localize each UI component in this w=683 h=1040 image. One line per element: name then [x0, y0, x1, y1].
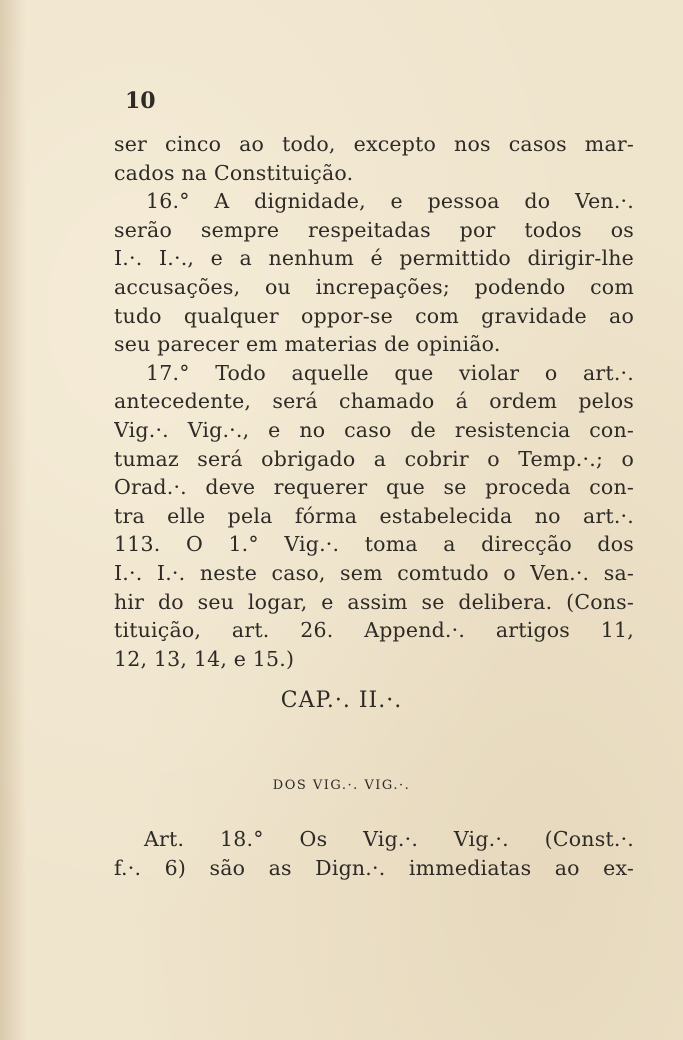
text-line: Art. 18.° Os Vig.·. Vig.·. (Const.·.	[144, 827, 634, 851]
text-line: seu parecer em materias de opinião.	[114, 332, 501, 357]
page-number: 10	[125, 88, 156, 114]
text-line: 17.° Todo aquelle que violar o art.·.	[146, 360, 634, 385]
page-edge-shadow	[0, 0, 26, 1040]
text-line: cados na Constituição.	[114, 160, 354, 185]
text-line: accusações, ou increpações; podendo com	[114, 274, 634, 299]
body-text	[114, 130, 634, 673]
text-line: hir do seu logar, e assim se delibera. (Cons-	[114, 589, 634, 614]
text-line: antecedente, será chamado á ordem pelos	[114, 389, 634, 414]
article-text	[114, 825, 634, 883]
text-line: f.·. 6) são as Dign.·. immediatas ao ex-	[114, 856, 634, 880]
chapter-heading: CAP.·. II.·.	[280, 688, 403, 713]
text-line: 16.° A dignidade, e pessoa do Ven.·.	[146, 189, 634, 214]
text-line: I.·. I.·. neste caso, sem comtudo o Ven.·. sa-	[114, 560, 634, 585]
text-line: tudo qualquer oppor-se com gravidade ao	[114, 303, 634, 328]
text-line: ser cinco ao todo, excepto nos casos mar-	[114, 132, 634, 156]
text-line: Vig.·. Vig.·., e no caso de resistencia con-	[114, 417, 634, 442]
section-heading: DOS VIG.·. VIG.·.	[272, 778, 411, 793]
text-line: tumaz será obrigado a cobrir o Temp.·.; o	[114, 446, 634, 471]
text-line: 113. O 1.° Vig.·. toma a direcção dos	[114, 532, 634, 557]
text-line: serão sempre respeitadas por todos os	[114, 217, 634, 242]
text-line: tra elle pela fórma estabelecida no art.·.	[114, 503, 634, 528]
text-line: 12, 13, 14, e 15.)	[114, 646, 295, 671]
text-line: I.·. I.·., e a nenhum é permittido dirigir-lhe	[114, 246, 634, 271]
text-line: Orad.·. deve requerer que se proceda con-	[114, 475, 634, 500]
text-line: tituição, art. 26. Append.·. artigos 11,	[114, 618, 634, 643]
